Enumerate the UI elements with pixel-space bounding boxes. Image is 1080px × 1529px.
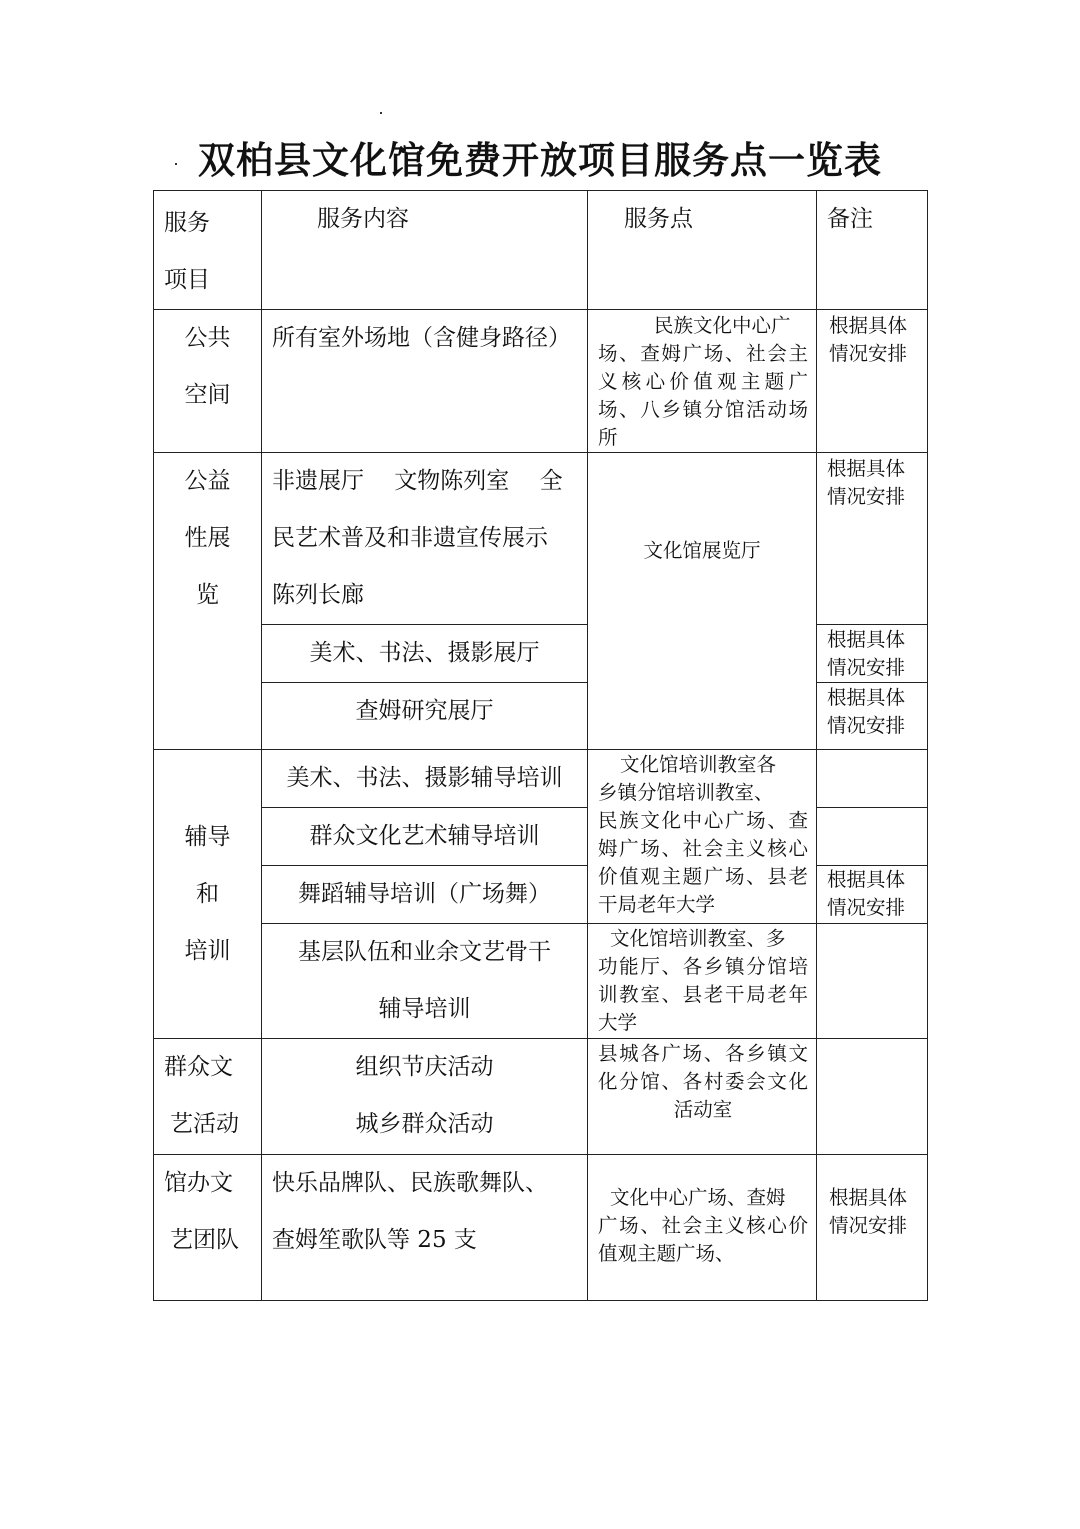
point-line: 乡镇分馆培训教室、 (598, 781, 774, 804)
point-line: 文化中心广场、查姆 (610, 1186, 786, 1209)
note-training-4 (817, 924, 928, 1039)
content-line: 基层队伍和业余文艺骨干 (298, 939, 551, 965)
note-line: 情况安排 (827, 656, 906, 679)
row-mass-activity (154, 1039, 928, 1155)
content-line: 快乐品牌队、民族歌舞队、 (272, 1170, 548, 1196)
point-line: 民族文化中心广场、查 (598, 809, 808, 832)
content-art-exhibition: 美术、书法、摄影展厅 (262, 625, 588, 683)
category-line: 培训 (184, 937, 231, 964)
header-note: 备注 (817, 191, 928, 310)
category-line: 群众文 (164, 1054, 233, 1080)
content-line: 民艺术普及和非遗宣传展示 (272, 525, 548, 551)
content-line: 陈列长廊 (272, 582, 364, 608)
note-line: 根据具体 (827, 457, 906, 480)
point-line: 活动室 (673, 1098, 733, 1121)
content-grassroots-training (262, 924, 588, 1039)
point-line: 义核心价值观主题广 (598, 370, 808, 393)
content-mass-culture-training: 群众文化艺术辅导培训 (262, 808, 588, 866)
point-exhibition: 文化馆展览厅 (588, 453, 817, 750)
header-service-point: 服务点 (588, 191, 817, 310)
note-exhibition-1 (817, 453, 928, 625)
point-line: 干局老年大学 (598, 893, 716, 916)
point-line: 场、八乡镇分馆活动场 (598, 398, 808, 421)
note-exhibition-2 (817, 625, 928, 683)
note-line: 根据具体 (827, 686, 906, 709)
note-line: 根据具体 (829, 314, 908, 337)
category-mass-activity (154, 1039, 262, 1155)
note-public-space (817, 310, 928, 453)
note-line: 根据具体 (827, 628, 906, 651)
header-row (154, 191, 928, 310)
point-line: 文化馆培训教室、多 (610, 927, 786, 950)
content-mass-activity (262, 1039, 588, 1155)
point-training-1 (588, 750, 817, 924)
row-exhibition-1 (154, 453, 928, 625)
category-public-space (154, 310, 262, 453)
point-line: 价值观主题广场、县老 (598, 865, 808, 888)
service-points-table (153, 190, 928, 1301)
page-title: 双柏县文化馆免费开放项目服务点一览表 (198, 139, 882, 182)
note-training-1 (817, 750, 928, 808)
category-troupe (154, 1155, 262, 1301)
note-training-2 (817, 808, 928, 866)
note-training-3 (817, 866, 928, 924)
note-line: 情况安排 (827, 485, 906, 508)
header-service-item-line1: 服务 (164, 210, 210, 236)
category-line: 空间 (184, 382, 231, 408)
category-training (154, 750, 262, 1039)
category-line: 和 (196, 880, 219, 907)
category-line: 艺团队 (170, 1227, 239, 1253)
stray-dot-top (380, 112, 382, 114)
category-line: 性展 (184, 525, 231, 551)
point-troupe (588, 1155, 817, 1301)
category-line: 览 (196, 582, 219, 608)
point-line: 化分馆、各村委会文化 (598, 1070, 808, 1093)
note-line: 情况安排 (827, 896, 906, 919)
content-troupe (262, 1155, 588, 1301)
content-line: 城乡群众活动 (355, 1111, 494, 1137)
note-line: 情况安排 (827, 714, 906, 737)
note-line: 情况安排 (829, 342, 908, 365)
content-chamu-exhibition: 查姆研究展厅 (262, 683, 588, 750)
note-exhibition-3 (817, 683, 928, 750)
category-line: 馆办文 (164, 1170, 233, 1196)
row-training-1 (154, 750, 928, 808)
note-line: 情况安排 (829, 1214, 908, 1237)
point-mass-activity (588, 1039, 817, 1155)
point-line: 文化馆培训教室各 (620, 753, 777, 776)
row-training-4 (154, 924, 928, 1039)
point-line: 民族文化中心广 (654, 314, 791, 337)
content-line: 查姆笙歌队等 25 支 (272, 1227, 477, 1253)
point-line: 训教室、县老干局老年 (598, 983, 808, 1006)
point-line: 功能厅、各乡镇分馆培 (598, 955, 808, 978)
note-line: 根据具体 (827, 868, 906, 891)
row-public-space (154, 310, 928, 453)
header-service-item (154, 191, 262, 310)
note-troupe (817, 1155, 928, 1301)
point-line: 广场、社会主义核心价 (598, 1214, 808, 1237)
category-line: 公共 (184, 325, 231, 351)
point-line: 所 (598, 426, 618, 449)
row-troupe (154, 1155, 928, 1301)
content-dance-training: 舞蹈辅导培训（广场舞） (262, 866, 588, 924)
category-line: 艺活动 (170, 1111, 239, 1137)
category-line: 辅导 (184, 823, 231, 850)
category-line: 公益 (184, 468, 231, 494)
content-art-training: 美术、书法、摄影辅导培训 (262, 750, 588, 808)
content-line: 非遗展厅 文物陈列室 全 (272, 468, 563, 494)
content-exhibition-halls (262, 453, 588, 625)
header-service-content: 服务内容 (262, 191, 588, 310)
content-public-space: 所有室外场地（含健身路径） (262, 310, 588, 453)
note-mass-activity (817, 1039, 928, 1155)
point-line: 场、查姆广场、社会主 (598, 342, 808, 365)
header-service-item-line2: 项目 (164, 267, 210, 293)
point-line: 县城各广场、各乡镇文 (598, 1042, 808, 1065)
content-line: 辅导培训 (378, 996, 471, 1022)
point-line: 姆广场、社会主义核心 (598, 837, 808, 860)
note-line: 根据具体 (829, 1186, 908, 1209)
point-training-2 (588, 924, 817, 1039)
point-line: 值观主题广场、 (598, 1242, 735, 1265)
point-public-space (588, 310, 817, 453)
category-exhibition (154, 453, 262, 750)
point-line: 大学 (598, 1011, 638, 1034)
content-line: 组织节庆活动 (355, 1054, 494, 1080)
